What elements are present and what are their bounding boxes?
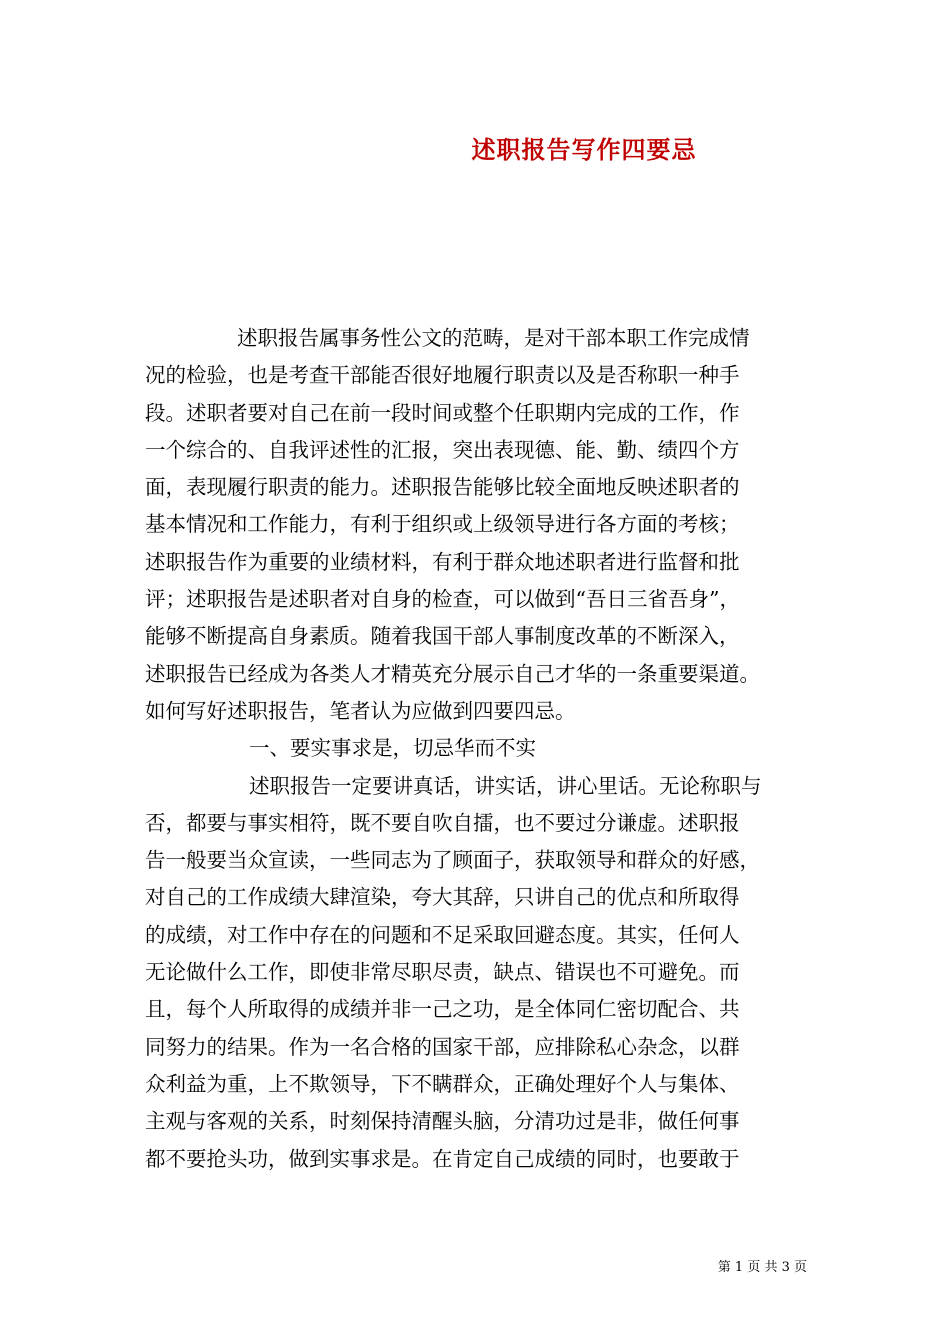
paragraph-line: 述职报告作为重要的业绩材料，有利于群众地述职者进行监督和批 (145, 549, 740, 574)
paragraph-line: 面，表现履行职责的能力。述职报告能够比较全面地反映述职者的 (145, 475, 740, 500)
paragraph-line: 同努力的结果。作为一名合格的国家干部，应排除私心杂念，以群 (145, 1034, 740, 1059)
paragraph-line: 如何写好述职报告，笔者认为应做到四要四忌。 (145, 698, 576, 723)
paragraph-line: 否，都要与事实相符，既不要自吹自擂，也不要过分谦虚。述职报 (145, 810, 740, 835)
paragraph-line: 述职报告已经成为各类人才精英充分展示自己才华的一条重要渠道。 (145, 661, 760, 686)
paragraph-line: 主观与客观的关系，时刻保持清醒头脑，分清功过是非，做任何事 (145, 1109, 740, 1134)
paragraph-line: 能够不断提高自身素质。随着我国干部人事制度改革的不断深入， (145, 624, 740, 649)
paragraph-line: 一、要实事求是，切忌华而不实 (249, 736, 536, 761)
page-footer: 第 1 页 共 3 页 (717, 1260, 807, 1275)
paragraph-line: 对自己的工作成绩大肆渲染，夸大其辞，只讲自己的优点和所取得 (145, 885, 740, 910)
document-title: 述职报告写作四要忌 (471, 135, 697, 164)
paragraph-line: 述职报告属事务性公文的范畴，是对干部本职工作完成情 (237, 326, 750, 350)
paragraph-line: 告一般要当众宣读，一些同志为了顾面子，获取领导和群众的好感， (145, 848, 760, 873)
paragraph-line: 众利益为重，上不欺领导，下不瞒群众，正确处理好个人与集体、 (145, 1071, 740, 1096)
paragraph-line: 基本情况和工作能力，有利于组织或上级领导进行各方面的考核； (145, 512, 740, 537)
paragraph-line: 且，每个人所取得的成绩并非一己之功，是全体同仁密切配合、共 (145, 997, 740, 1022)
paragraph-line: 述职报告一定要讲真话，讲实话，讲心里话。无论称职与 (249, 773, 762, 798)
paragraph-line: 的成绩，对工作中存在的问题和不足采取回避态度。其实，任何人 (145, 922, 740, 947)
document-body (145, 320, 825, 1178)
paragraph-line: 段。述职者要对自己在前一段时间或整个任职期内完成的工作，作 (145, 400, 740, 425)
paragraph-line: 无论做什么工作，即使非常尽职尽责，缺点、错误也不可避免。而 (145, 960, 740, 985)
paragraph-line: 评；述职报告是述职者对自身的检查，可以做到“吾日三省吾身”， (145, 587, 740, 612)
paragraph-line: 况的检验，也是考查干部能否很好地履行职责以及是否称职一种手 (145, 363, 740, 388)
paragraph-line: 一个综合的、自我评述性的汇报，突出表现德、能、勤、绩四个方 (145, 437, 740, 462)
paragraph-line: 都不要抢头功，做到实事求是。在肯定自己成绩的同时，也要敢于 (145, 1146, 740, 1171)
